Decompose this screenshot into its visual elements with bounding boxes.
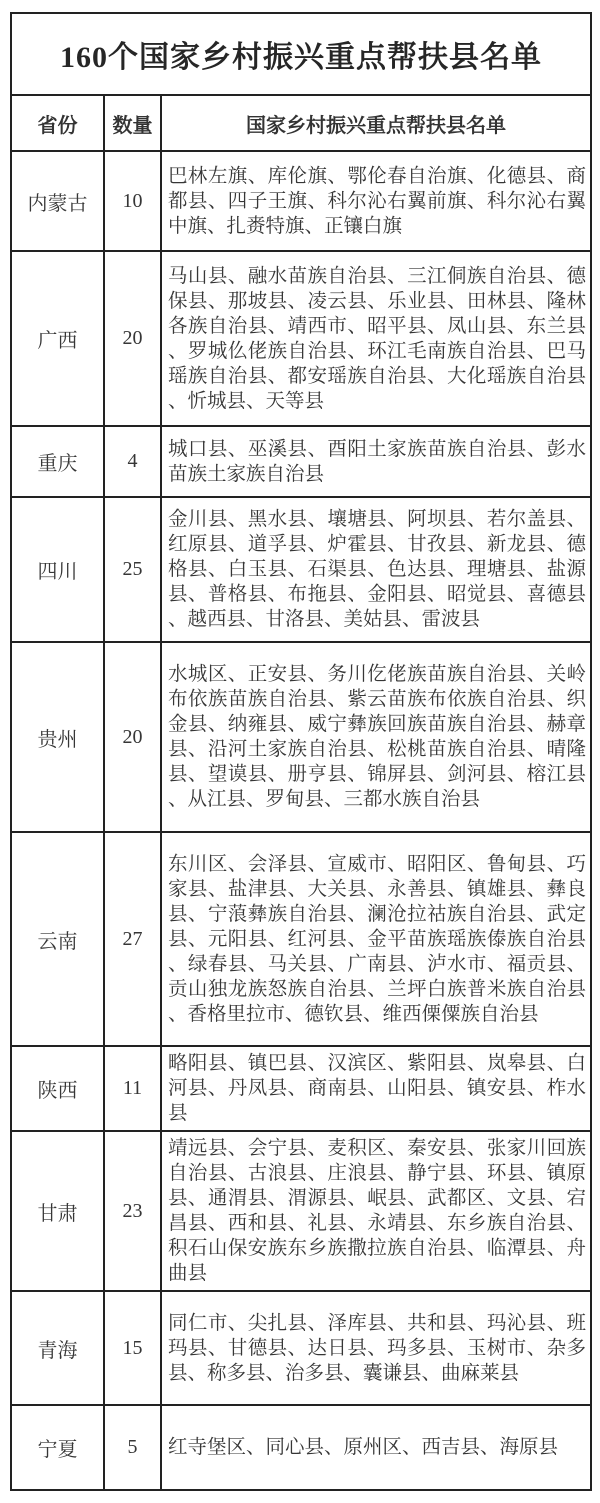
counties-cell: 红寺堡区、同心县、原州区、西吉县、海原县	[161, 1405, 591, 1490]
province-cell: 广西	[11, 251, 104, 426]
table-row	[11, 1046, 591, 1131]
counties-cell: 水城区、正安县、务川仡佬族苗族自治县、关岭布依族苗族自治县、紫云苗族布依族自治县、织金县、纳雍县、威宁彝族回族苗族自治县、赫章县、沿河土家族自治县、松桃苗族自治县、晴隆县、望谟县、册亨县、锦屏县、剑河县、榕江县、从江县、罗甸县、三都水族自治县	[161, 642, 591, 832]
table-row	[11, 1131, 591, 1291]
counties-cell: 东川区、会泽县、宣威市、昭阳区、鲁甸县、巧家县、盐津县、大关县、永善县、镇雄县、彝良县、宁蒗彝族自治县、澜沧拉祜族自治县、武定县、元阳县、红河县、金平苗族瑶族傣族自治县、绿春县、马关县、广南县、泸水市、福贡县、贡山独龙族怒族自治县、兰坪白族普米族自治县、香格里拉市、德钦县、维西傈僳族自治县	[161, 832, 591, 1046]
counties-cell: 同仁市、尖扎县、泽库县、共和县、玛沁县、班玛县、甘德县、达日县、玛多县、玉树市、杂多县、称多县、治多县、囊谦县、曲麻莱县	[161, 1291, 591, 1405]
column-header-count: 数量	[104, 95, 161, 151]
count-cell: 20	[104, 251, 161, 426]
count-cell: 15	[104, 1291, 161, 1405]
table-row	[11, 1291, 591, 1405]
count-cell: 5	[104, 1405, 161, 1490]
count-cell: 10	[104, 151, 161, 251]
table-row	[11, 832, 591, 1046]
table-row	[11, 151, 591, 251]
table-row	[11, 426, 591, 497]
province-cell: 陕西	[11, 1046, 104, 1131]
counties-cell: 城口县、巫溪县、酉阳土家族苗族自治县、彭水苗族土家族自治县	[161, 426, 591, 497]
count-cell: 23	[104, 1131, 161, 1291]
column-header-province: 省份	[11, 95, 104, 151]
header-row	[11, 95, 591, 151]
province-cell: 内蒙古	[11, 151, 104, 251]
page-title: 160个国家乡村振兴重点帮扶县名单	[11, 13, 591, 95]
table-row	[11, 642, 591, 832]
counties-cell: 马山县、融水苗族自治县、三江侗族自治县、德保县、那坡县、凌云县、乐业县、田林县、隆林各族自治县、靖西市、昭平县、凤山县、东兰县、罗城仫佬族自治县、环江毛南族自治县、巴马瑶族自治县、都安瑶族自治县、大化瑶族自治县、忻城县、天等县	[161, 251, 591, 426]
province-cell: 贵州	[11, 642, 104, 832]
counties-cell: 金川县、黑水县、壤塘县、阿坝县、若尔盖县、红原县、道孚县、炉霍县、甘孜县、新龙县、德格县、白玉县、石渠县、色达县、理塘县、盐源县、普格县、布拖县、金阳县、昭觉县、喜德县、越西县、甘洛县、美姑县、雷波县	[161, 497, 591, 642]
counties-table	[10, 12, 592, 1491]
table-row	[11, 497, 591, 642]
count-cell: 20	[104, 642, 161, 832]
column-header-list: 国家乡村振兴重点帮扶县名单	[161, 95, 591, 151]
province-cell: 四川	[11, 497, 104, 642]
province-cell: 重庆	[11, 426, 104, 497]
count-cell: 25	[104, 497, 161, 642]
count-cell: 11	[104, 1046, 161, 1131]
table-row	[11, 1405, 591, 1490]
counties-cell: 靖远县、会宁县、麦积区、秦安县、张家川回族自治县、古浪县、庄浪县、静宁县、环县、镇原县、通渭县、渭源县、岷县、武都区、文县、宕昌县、西和县、礼县、永靖县、东乡族自治县、积石山保安族东乡族撒拉族自治县、临潭县、舟曲县	[161, 1131, 591, 1291]
table-row	[11, 251, 591, 426]
count-cell: 27	[104, 832, 161, 1046]
counties-cell: 巴林左旗、库伦旗、鄂伦春自治旗、化德县、商都县、四子王旗、科尔沁右翼前旗、科尔沁右翼中旗、扎赉特旗、正镶白旗	[161, 151, 591, 251]
province-cell: 青海	[11, 1291, 104, 1405]
count-cell: 4	[104, 426, 161, 497]
counties-cell: 略阳县、镇巴县、汉滨区、紫阳县、岚皋县、白河县、丹凤县、商南县、山阳县、镇安县、柞水县	[161, 1046, 591, 1131]
province-cell: 甘肃	[11, 1131, 104, 1291]
province-cell: 云南	[11, 832, 104, 1046]
title-row	[11, 13, 591, 95]
province-cell: 宁夏	[11, 1405, 104, 1490]
